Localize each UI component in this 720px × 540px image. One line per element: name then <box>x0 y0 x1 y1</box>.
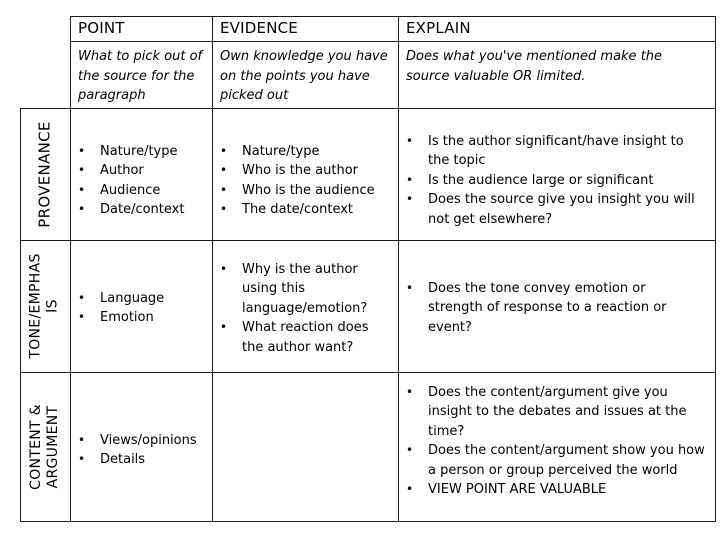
column-header-evidence: EVIDENCE <box>220 19 298 37</box>
row-label-content-text <box>28 404 62 490</box>
list-item: • Does the source give you insight you will not get elsewhere? <box>406 190 706 229</box>
row-label-tone-line1: TONE/EMPHAS <box>28 253 45 359</box>
row-label-content <box>20 372 70 521</box>
table-rule <box>20 240 716 241</box>
list-item: • Author <box>78 161 208 180</box>
list-item: • Details <box>78 450 208 469</box>
list-item: • Nature/type <box>220 142 396 161</box>
list-item: • Why is the author using this language/emotion? <box>220 260 380 318</box>
tone-explain-list <box>406 279 686 337</box>
provenance-explain-list <box>406 132 706 229</box>
row-label-content-line2: ARGUMENT <box>45 405 62 488</box>
table-rule <box>70 16 716 17</box>
column-header-explain: EXPLAIN <box>406 19 471 37</box>
list-item: • Date/context <box>78 200 208 219</box>
tone-evidence-cell <box>220 260 380 357</box>
table-rule <box>20 108 716 109</box>
content-explain-cell <box>406 383 706 499</box>
list-item: • Who is the author <box>220 161 396 180</box>
tone-point-cell <box>78 289 208 328</box>
list-item: • VIEW POINT ARE VALUABLE <box>406 480 706 499</box>
list-item: • Is the audience large or significant <box>406 171 706 190</box>
tone-explain-cell <box>406 279 686 337</box>
list-item: • Does the content/argument give you insight to the debates and issues at the time? <box>406 383 706 441</box>
list-item: • The date/context <box>220 200 396 219</box>
row-label-tone <box>20 240 70 372</box>
list-item: • Emotion <box>78 308 208 327</box>
row-label-tone-line2: IS <box>45 299 62 313</box>
row-label-provenance <box>20 108 70 240</box>
list-item: • Language <box>78 289 208 308</box>
list-item: • Nature/type <box>78 142 208 161</box>
explain-description: Does what you've mentioned make the source valuable OR limited. <box>406 49 663 84</box>
provenance-point-cell <box>78 142 208 220</box>
column-header-point: POINT <box>78 19 125 37</box>
provenance-evidence-cell <box>220 142 396 220</box>
list-item: • Audience <box>78 181 208 200</box>
table-rule <box>20 372 716 373</box>
list-item: • What reaction does the author want? <box>220 318 380 357</box>
table-rule <box>212 16 213 522</box>
list-item: • Views/opinions <box>78 431 208 450</box>
content-explain-list <box>406 383 706 499</box>
list-item: • Is the author significant/have insight to the topic <box>406 132 706 171</box>
list-item: • Does the tone convey emotion or strength of response to a reaction or event? <box>406 279 686 337</box>
table-rule <box>70 41 716 42</box>
tone-evidence-list <box>220 260 380 357</box>
provenance-evidence-list <box>220 142 396 220</box>
tone-point-list <box>78 289 208 328</box>
evidence-description: Own knowledge you have on the points you have picked out <box>220 49 388 103</box>
content-point-list <box>78 431 208 470</box>
list-item: • Does the content/argument show you how a person or group perceived the world <box>406 441 706 480</box>
row-label-content-line1: CONTENT & <box>28 403 45 490</box>
list-item: • Who is the audience <box>220 181 396 200</box>
table-rule <box>715 16 716 522</box>
row-label-provenance-text: PROVENANCE <box>35 120 54 228</box>
provenance-point-list <box>78 142 208 220</box>
row-label-tone-text <box>28 253 62 358</box>
table-rule <box>398 16 399 522</box>
table-rule <box>20 521 716 522</box>
point-description: What to pick out of the source for the paragraph <box>78 49 203 103</box>
provenance-explain-cell <box>406 132 706 229</box>
content-point-cell <box>78 431 208 470</box>
table-rule <box>70 16 71 522</box>
